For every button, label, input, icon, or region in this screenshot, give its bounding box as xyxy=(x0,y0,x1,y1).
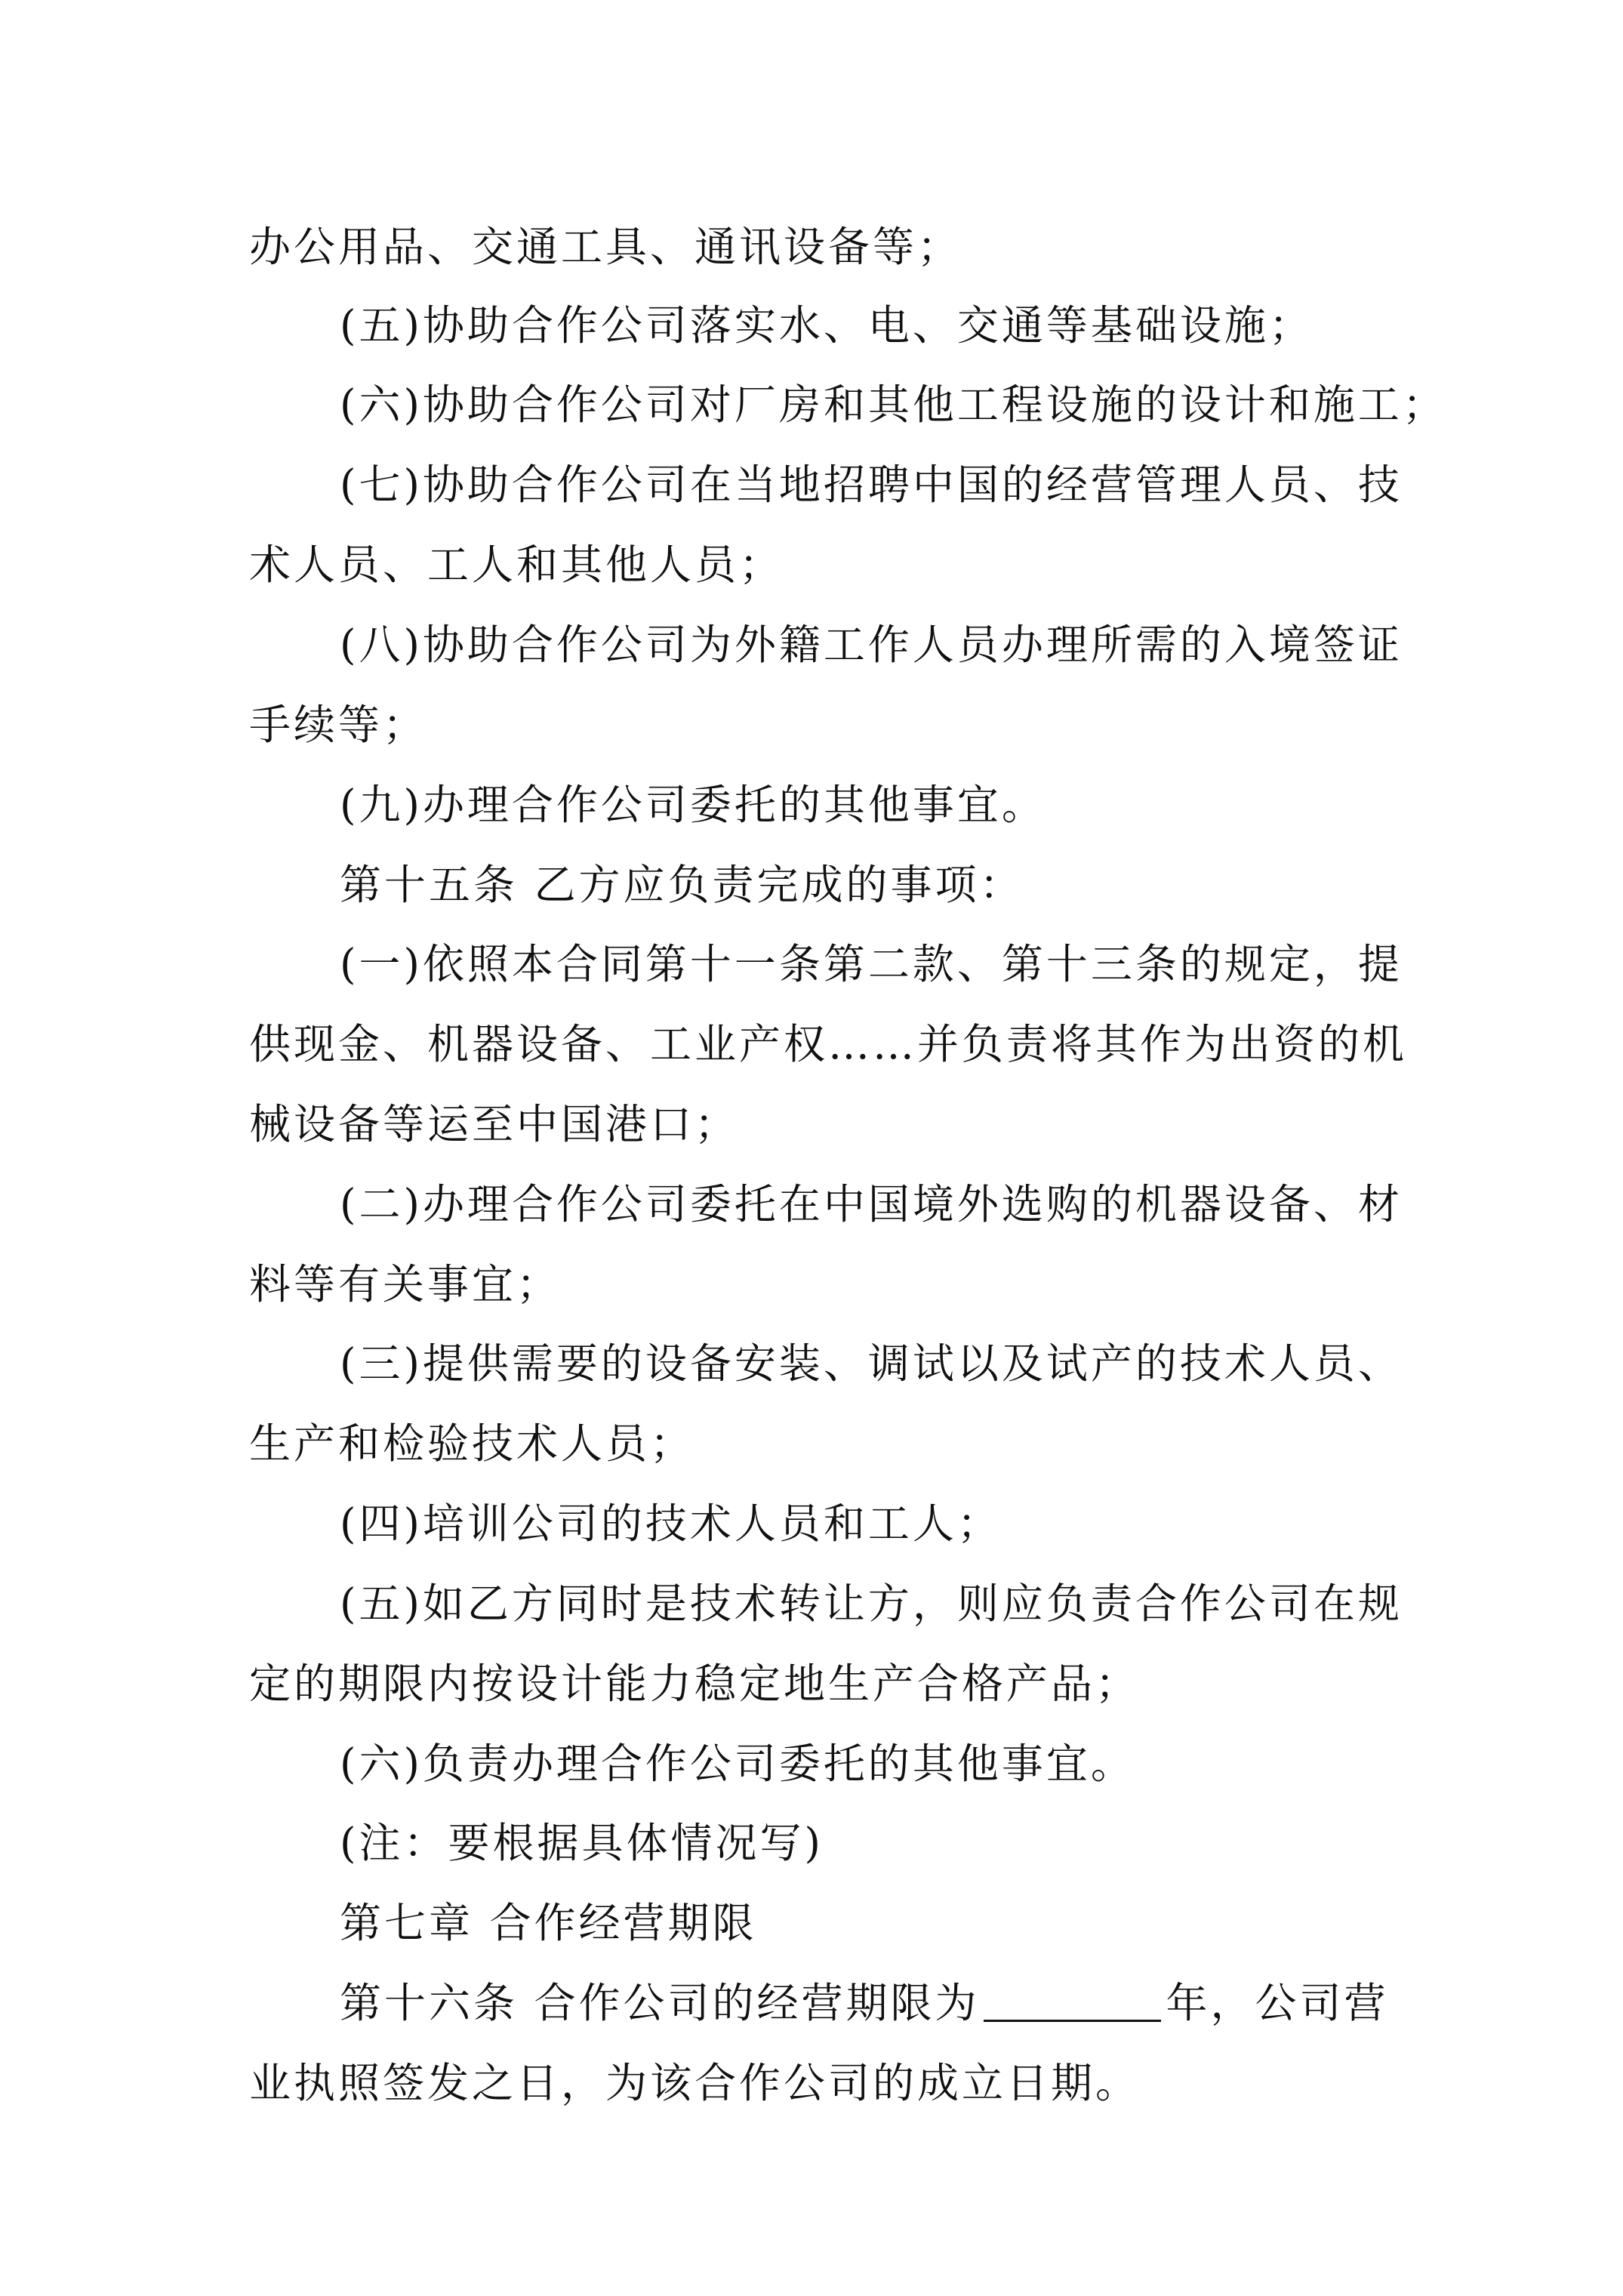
text-line: (八)协助合作公司为外籍工作人员办理所需的入境签证 xyxy=(340,621,1403,669)
text-line: (三)提供需要的设备安装、调试以及试产的技术人员、 xyxy=(340,1339,1403,1388)
text-line: (五)如乙方同时是技术转让方，则应负责合作公司在规 xyxy=(340,1579,1403,1628)
text-line: (六)负责办理合作公司委托的其他事宜。 xyxy=(340,1740,1135,1788)
chapter-heading: 第七章 合作经营期限 xyxy=(340,1899,757,1947)
text-line: 供现金、机器设备、工业产权……并负责将其作为出资的机 xyxy=(249,1020,1408,1068)
text-line: 定的期限内按设计能力稳定地生产合格产品； xyxy=(249,1660,1141,1708)
note-line: (注：要根据具体情况写) xyxy=(340,1819,824,1867)
text-line: 械设备等运至中国港口； xyxy=(249,1100,740,1148)
text-segment: 年，公司营 xyxy=(1166,1979,1389,2027)
text-line: (四)培训公司的技术人员和工人； xyxy=(340,1499,1002,1548)
text-line: 手续等； xyxy=(249,701,428,749)
text-segment: 第十六条 合作公司的经营期限为 xyxy=(340,1979,980,2027)
text-line: (二)办理合作公司委托在中国境外选购的机器设备、材 xyxy=(340,1180,1403,1228)
text-line: 术人员、工人和其他人员； xyxy=(249,541,784,589)
section-heading: 第十五条 乙方应负责完成的事项： xyxy=(340,861,1024,909)
text-line: (九)办理合作公司委托的其他事宜。 xyxy=(340,781,1046,829)
text-line: (六)协助合作公司对厂房和其他工程设施的设计和施工； xyxy=(340,381,1447,429)
text-line-with-blank xyxy=(340,1977,1389,2029)
text-line: 业执照签发之日，为该合作公司的成立日期。 xyxy=(249,2059,1141,2107)
text-line: (五)协助合作公司落实水、电、交通等基础设施； xyxy=(340,301,1313,350)
text-line: (七)协助合作公司在当地招聘中国的经营管理人员、技 xyxy=(340,461,1403,509)
fill-in-blank xyxy=(984,1982,1161,2022)
text-line: 办公用品、交通工具、通讯设备等； xyxy=(249,223,962,271)
text-line: 料等有关事宜； xyxy=(249,1260,562,1308)
text-line: 生产和检验技术人员； xyxy=(249,1419,695,1468)
text-line: (一)依照本合同第十一条第二款、第十三条的规定，提 xyxy=(340,940,1403,988)
